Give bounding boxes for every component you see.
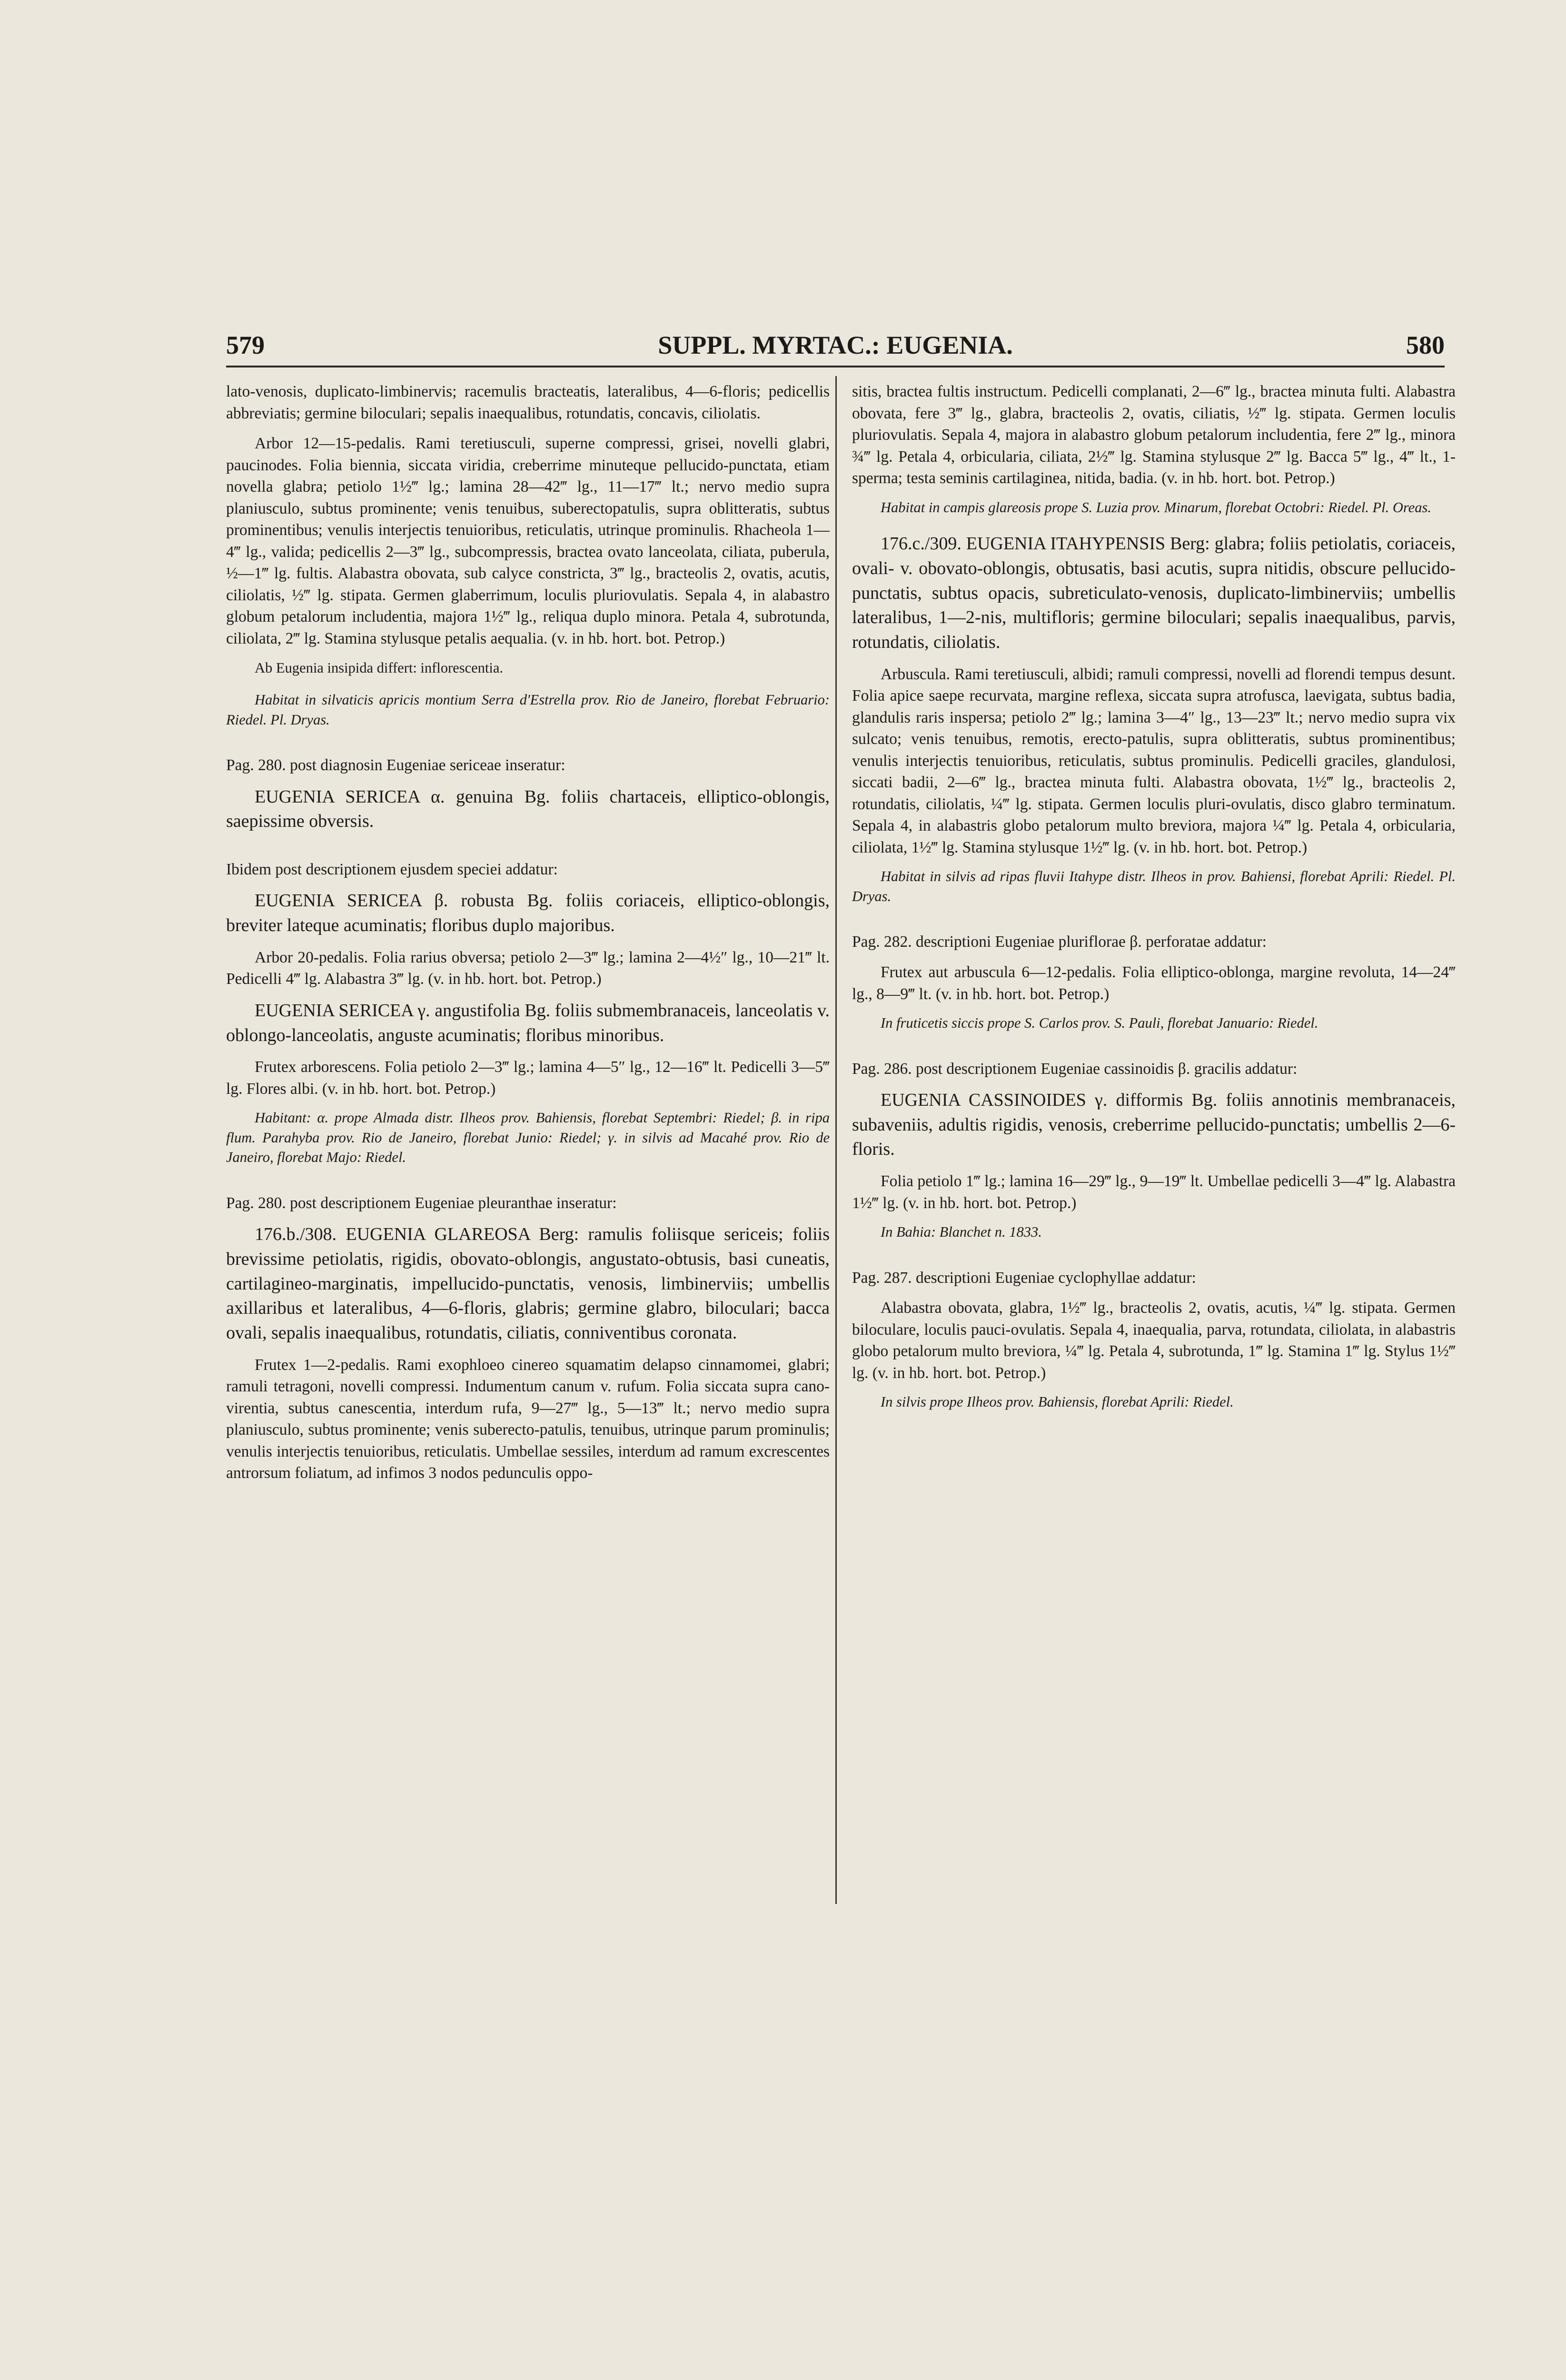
habitat-note: In fruticetis siccis prope S. Carlos prov. S. Pauli, florebat Januario: Riedel.	[881, 1015, 1318, 1031]
paragraph: sitis, bractea fultis instructum. Pedicelli complanati, 2—6‴ lg., bractea minuta fulti. Alabastra obovata, fere 3‴ lg., glabra, bracteolis 2, ovatis, ciliatis, ½‴ lg. stipata. Germen loculis pluriovulatis. Sepala 4, majora in alabastro globum petalorum includentia, fere 2‴ lg., minora ¾‴ lg. Petala 4, orbicularia, ciliata, 2½‴ lg. Stamina stylusque 2‴ lg. Bacca 5‴ lg., 4‴ lt., 1-sperma; testa seminis cartilaginea, nitida, badia. (v. in hb. hort. bot. Petrop.)	[852, 383, 1456, 487]
habitat-note: In silvis prope Ilheos prov. Bahiensis, florebat Aprili: Riedel.	[881, 1394, 1234, 1410]
paragraph: Frutex 1—2-pedalis. Rami exophloeo cinereo squamatim delapso cinnamomei, glabri; ramuli tetragoni, novelli compressi. Indumentum canum v. rufum. Folia siccata supra cano-virentia, subtus canescentia, interdum rufa, 9—27‴ lg., 5—13‴ lt.; nervo medio supra planiusculo, subtus prominente; venis suberecto-patulis, tenuibus, utrinque parum prominulis; venulis interjectis tenuioribus, reticulatis. Umbellae sessiles, interdum ad ramum excrescentes antrorsum foliatum, ad infimos 3 nodos pedunculis oppo-	[226, 1356, 830, 1482]
running-title: SUPPL. MYRTAC.: EUGENIA.	[658, 331, 1013, 359]
paragraph: Frutex arborescens. Folia petiolo 2—3‴ lg.; lamina 4—5″ lg., 12—16‴ lt. Pedicelli 3—5‴ lg. Flores albi. (v. in hb. hort. bot. Petrop.)	[226, 1058, 830, 1098]
paragraph: Arbuscula. Rami teretiusculi, albidi; ramuli compressi, novelli ad florendi tempus desunt. Folia apice saepe recurvata, margine reflexa, siccata supra atrofusca, laevigata, subtus badia, glandulis raris inspersa; petiolo 2‴ lg.; lamina 3—4″ lg., 13—23‴ lt.; nervo medio supra vix sulcato; venis tenuibus, remotis, erecto-patulis, supra oblitteratis, subtus prominentibus; venulis interjectis tenuioribus, reticulatis, subtus prominulis. Pedicelli graciles, glandulosi, siccati badii, 2—6‴ lg., bractea minuta fulti. Alabastra obovata, 1½‴ lg., bracteolis 2, rotundatis, ciliolatis, ¼‴ lg. stipata. Germen loculis pluri-ovulatis, disco glabro terminatum. Sepala 4, in alabastris globo petalorum multo breviora, majora ¼‴ lg. Petala 4, orbicularia, ciliolata, 1½‴ lg. Stamina stylusque 1½‴ lg. (v. in hb. hort. bot. Petrop.)	[852, 665, 1456, 856]
species-heading: 176.b./308. EUGENIA GLAREOSA Berg: ramulis foliisque sericeis; foliis brevissime petiolatis, rigidis, obovato-oblongis, angustato-obtusis, basi cuneatis, cartilagineo-marginatis, impellucido-punctatis, venosis, limbinerviis; umbellis axillaribus et lateralibus, 4—6-floris, glabris; germine glabro, biloculari; bacca ovali, sepalis inaequalibus, rotundatis, ciliatis, conniventibus coronata.	[226, 1224, 830, 1343]
paragraph: Arbor 20-pedalis. Folia rarius obversa; petiolo 2—3‴ lg.; lamina 2—4½″ lg., 10—21‴ lt. Pedicelli 4‴ lg. Alabastra 3‴ lg. (v. in hb. hort. bot. Petrop.)	[226, 948, 830, 988]
section-reference: Pag. 287. descriptioni Eugeniae cyclophyllae addatur:	[852, 1269, 1196, 1287]
species-heading: EUGENIA SERICEA α. genuina Bg. foliis chartaceis, elliptico-oblongis, saepissime obversis.	[226, 786, 830, 832]
paragraph: lato-venosis, duplicato-limbinervis; racemulis bracteatis, lateralibus, 4—6-floris; pedicellis abbreviatis; germine biloculari; sepalis inaequalibus, rotundatis, concavis, ciliolatis.	[226, 383, 830, 422]
habitat-note: Habitant: α. prope Almada distr. Ilheos prov. Bahiensis, florebat Septembri: Riedel; β. in ripa flum. Parahyba prov. Rio de Janeiro, florebat Junio: Riedel; γ. in silvis ad Macahé prov. Rio de Janeiro, florebat Majo: Riedel.	[226, 1110, 830, 1166]
species-heading: 176.c./309. EUGENIA ITAHYPENSIS Berg: glabra; foliis petiolatis, coriaceis, ovali- v. obovato-oblongis, obtusatis, basi acutis, supra nitidis, obscure pellucido-punctatis, subtus opacis, subreticulato-venosis, duplicato-limbinerviis; umbellis lateralibus, 1—2-nis, multifloris; germine biloculari; sepalis inaequalibus, parvis, rotundatis, ciliolatis.	[852, 534, 1456, 652]
note: Ab Eugenia insipida differt: inflorescentia.	[255, 659, 504, 676]
paragraph: Alabastra obovata, glabra, 1½‴ lg., bracteolis 2, ovatis, acutis, ¼‴ lg. stipata. Germen biloculare, loculis pauci-ovulatis. Sepala 4, inaequalia, parva, rotundata, ciliolata, in alabastris globo petalorum multo breviora, ¼‴ lg. Petala 4, subrotunda, 1‴ lg. Stamina 1‴ lg. Stylus 1½‴ lg. (v. in hb. hort. bot. Petrop.)	[852, 1299, 1456, 1382]
page-number-right: 580	[1406, 331, 1445, 359]
habitat-note: Habitat in silvis ad ripas fluvii Itahype distr. Ilheos in prov. Bahiensi, florebat Aprili: Riedel. Pl. Dryas.	[852, 868, 1456, 904]
paragraph: Frutex aut arbuscula 6—12-pedalis. Folia elliptico-oblonga, margine revoluta, 14—24‴ lg., 8—9‴ lt. (v. in hb. hort. bot. Petrop.)	[852, 963, 1456, 1003]
header-rule	[226, 366, 1445, 367]
paragraph: Arbor 12—15-pedalis. Rami teretiusculi, superne compressi, grisei, novelli glabri, paucinodes. Folia biennia, siccata viridia, creberrime minuteque pellucido-punctata, etiam novella glabra; petiolo 1½‴ lg.; lamina 28—42‴ lg., 11—17‴ lt.; nervo medio supra planiusculo, subtus prominente; venis tenuibus, suberectopatulis, supra oblitteratis, subtus prominentibus; venulis interjectis tenuioribus, reticulatis, utrinque prominulis. Rhacheola 1—4‴ lg., valida; pedicellis 2—3‴ lg., subcompressis, bractea ovato lanceolata, ciliata, puberula, ½—1‴ lg. fultis. Alabastra obovata, sub calyce constricta, 3‴ lg., bracteolis 2, ovatis, acutis, ciliolatis, ½‴ lg. stipata. Germen glaberrimum, loculis pluriovulatis. Sepala 4, in alabastro globum petalorum includentia, majora 1½‴ lg., reliqua duplo minora. Petala 4, subrotunda, ciliolata, 2‴ lg. Stamina stylusque petalis aequalia. (v. in hb. hort. bot. Petrop.)	[226, 435, 830, 648]
species-heading: EUGENIA CASSINOIDES γ. difformis Bg. foliis annotinis membranaceis, subaveniis, adultis rigidis, venosis, creberrime pellucido-punctatis; umbellis 2—6-floris.	[852, 1090, 1456, 1160]
section-reference: Pag. 282. descriptioni Eugeniae pluriflorae β. perforatae addatur:	[852, 933, 1267, 951]
habitat-note: In Bahia: Blanchet n. 1833.	[881, 1224, 1042, 1240]
habitat-note: Habitat in silvaticis apricis montium Serra d'Estrella prov. Rio de Janeiro, florebat Februario: Riedel. Pl. Dryas.	[226, 692, 830, 728]
section-reference: Pag. 286. post descriptionem Eugeniae cassinoidis β. gracilis addatur:	[852, 1060, 1298, 1078]
right-column	[852, 381, 1456, 1427]
column-separator	[835, 376, 837, 1904]
section-reference: Ibidem post descriptionem ejusdem speciei addatur:	[226, 860, 558, 878]
page-number-left: 579	[226, 331, 265, 359]
section-reference: Pag. 280. post descriptionem Eugeniae pleuranthae inseratur:	[226, 1194, 617, 1212]
species-heading: EUGENIA SERICEA γ. angustifolia Bg. foliis submembranaceis, lanceolatis v. oblongo-lanceolatis, anguste acuminatis; floribus minoribus.	[226, 1000, 830, 1045]
running-header	[226, 328, 1445, 362]
paragraph: Folia petiolo 1‴ lg.; lamina 16—29‴ lg., 9—19‴ lt. Umbellae pedicelli 3—4‴ lg. Alabastra 1½‴ lg. (v. in hb. hort. bot. Petrop.)	[852, 1172, 1456, 1212]
habitat-note: Habitat in campis glareosis prope S. Luzia prov. Minarum, florebat Octobri: Riedel. Pl. Oreas.	[881, 499, 1431, 516]
section-reference: Pag. 280. post diagnosin Eugeniae sericeae inseratur:	[226, 756, 565, 774]
left-column	[226, 381, 830, 1493]
species-heading: EUGENIA SERICEA β. robusta Bg. foliis coriaceis, elliptico-oblongis, breviter lateque acuminatis; floribus duplo majoribus.	[226, 891, 830, 936]
